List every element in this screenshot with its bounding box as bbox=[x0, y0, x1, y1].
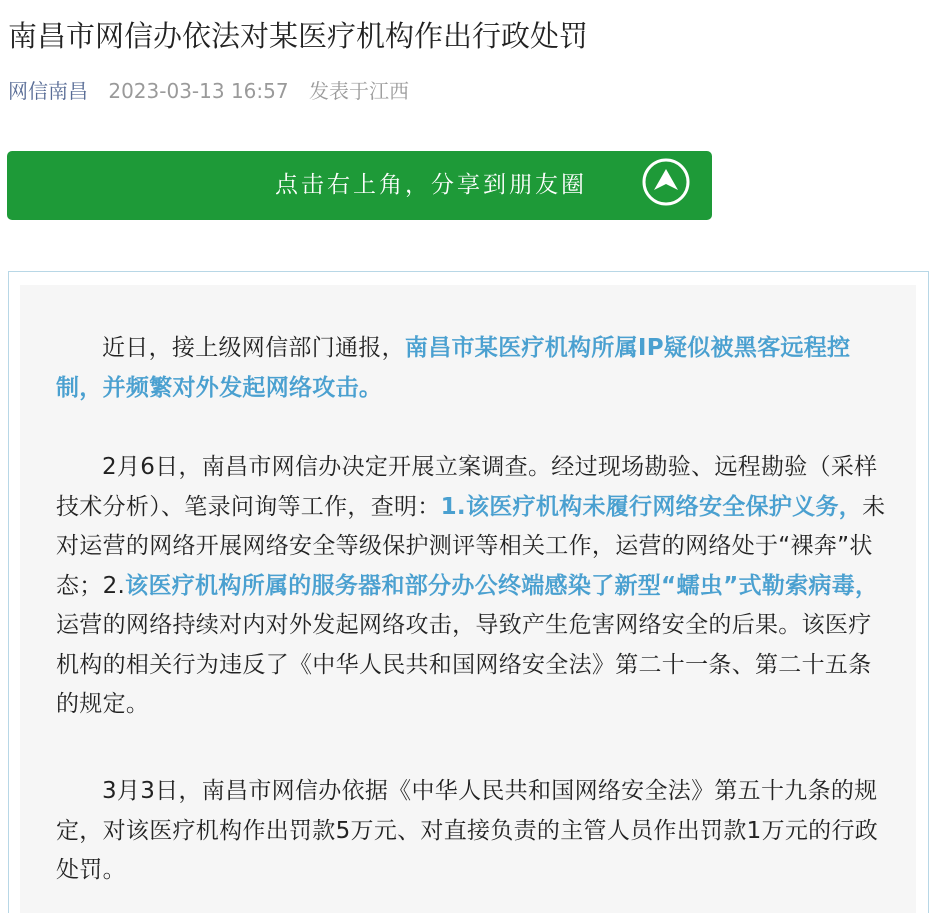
publish-location: 发表于江西 bbox=[308, 79, 409, 103]
paragraph-notice bbox=[56, 329, 886, 408]
up-arrow-circle-icon bbox=[641, 157, 691, 207]
article-meta bbox=[8, 76, 409, 106]
paragraph-penalty bbox=[56, 772, 886, 891]
paragraph-text: 近日，接上级网信部门通报， bbox=[102, 335, 405, 361]
paragraph-text: 2月6日，南昌市网信办决定开展立案调查。经过现场勘验、远程勘验（采样技术分析）、笔录问询等工作，查明： bbox=[56, 454, 878, 520]
paragraph-text: 运营的网络持续对内对外发起网络攻击，导致产生危害网络安全的后果。该医疗机构的相关行为违反了《中华人民共和国网络安全法》第二十一条、第二十五条的规定。 bbox=[56, 612, 872, 717]
highlight-text: 1.该医疗机构未履行网络安全保护义务， bbox=[440, 493, 863, 520]
article-title: 南昌市网信办依法对某医疗机构作出行政处罚 bbox=[8, 19, 589, 53]
publish-time: 2023-03-13 16:57 bbox=[108, 79, 289, 103]
highlight-text: 南昌市某医疗机构所属IP疑似被黑客远程控制，并频繁对外发起网络攻击。 bbox=[56, 335, 851, 401]
share-banner-text: 点击右上角，分享到朋友圈 bbox=[275, 172, 587, 198]
highlight-text: 该医疗机构所属的服务器和部分办公终端感染了新型“蠕虫”式勒索病毒， bbox=[125, 572, 879, 599]
paragraph-investigation bbox=[56, 448, 886, 725]
share-banner[interactable] bbox=[7, 151, 712, 220]
author-link[interactable]: 网信南昌 bbox=[8, 79, 88, 103]
paragraph-text: 3月3日，南昌市网信办依据《中华人民共和国网络安全法》第五十九条的规定，对该医疗机构作出罚款5万元、对直接负责的主管人员作出罚款1万元的行政处罚。 bbox=[56, 778, 879, 883]
paragraph-text: 未对运营的网络开展网络安全等级保护测评等相关工作，运营的网络处于“裸奔”状态；2. bbox=[56, 493, 886, 599]
